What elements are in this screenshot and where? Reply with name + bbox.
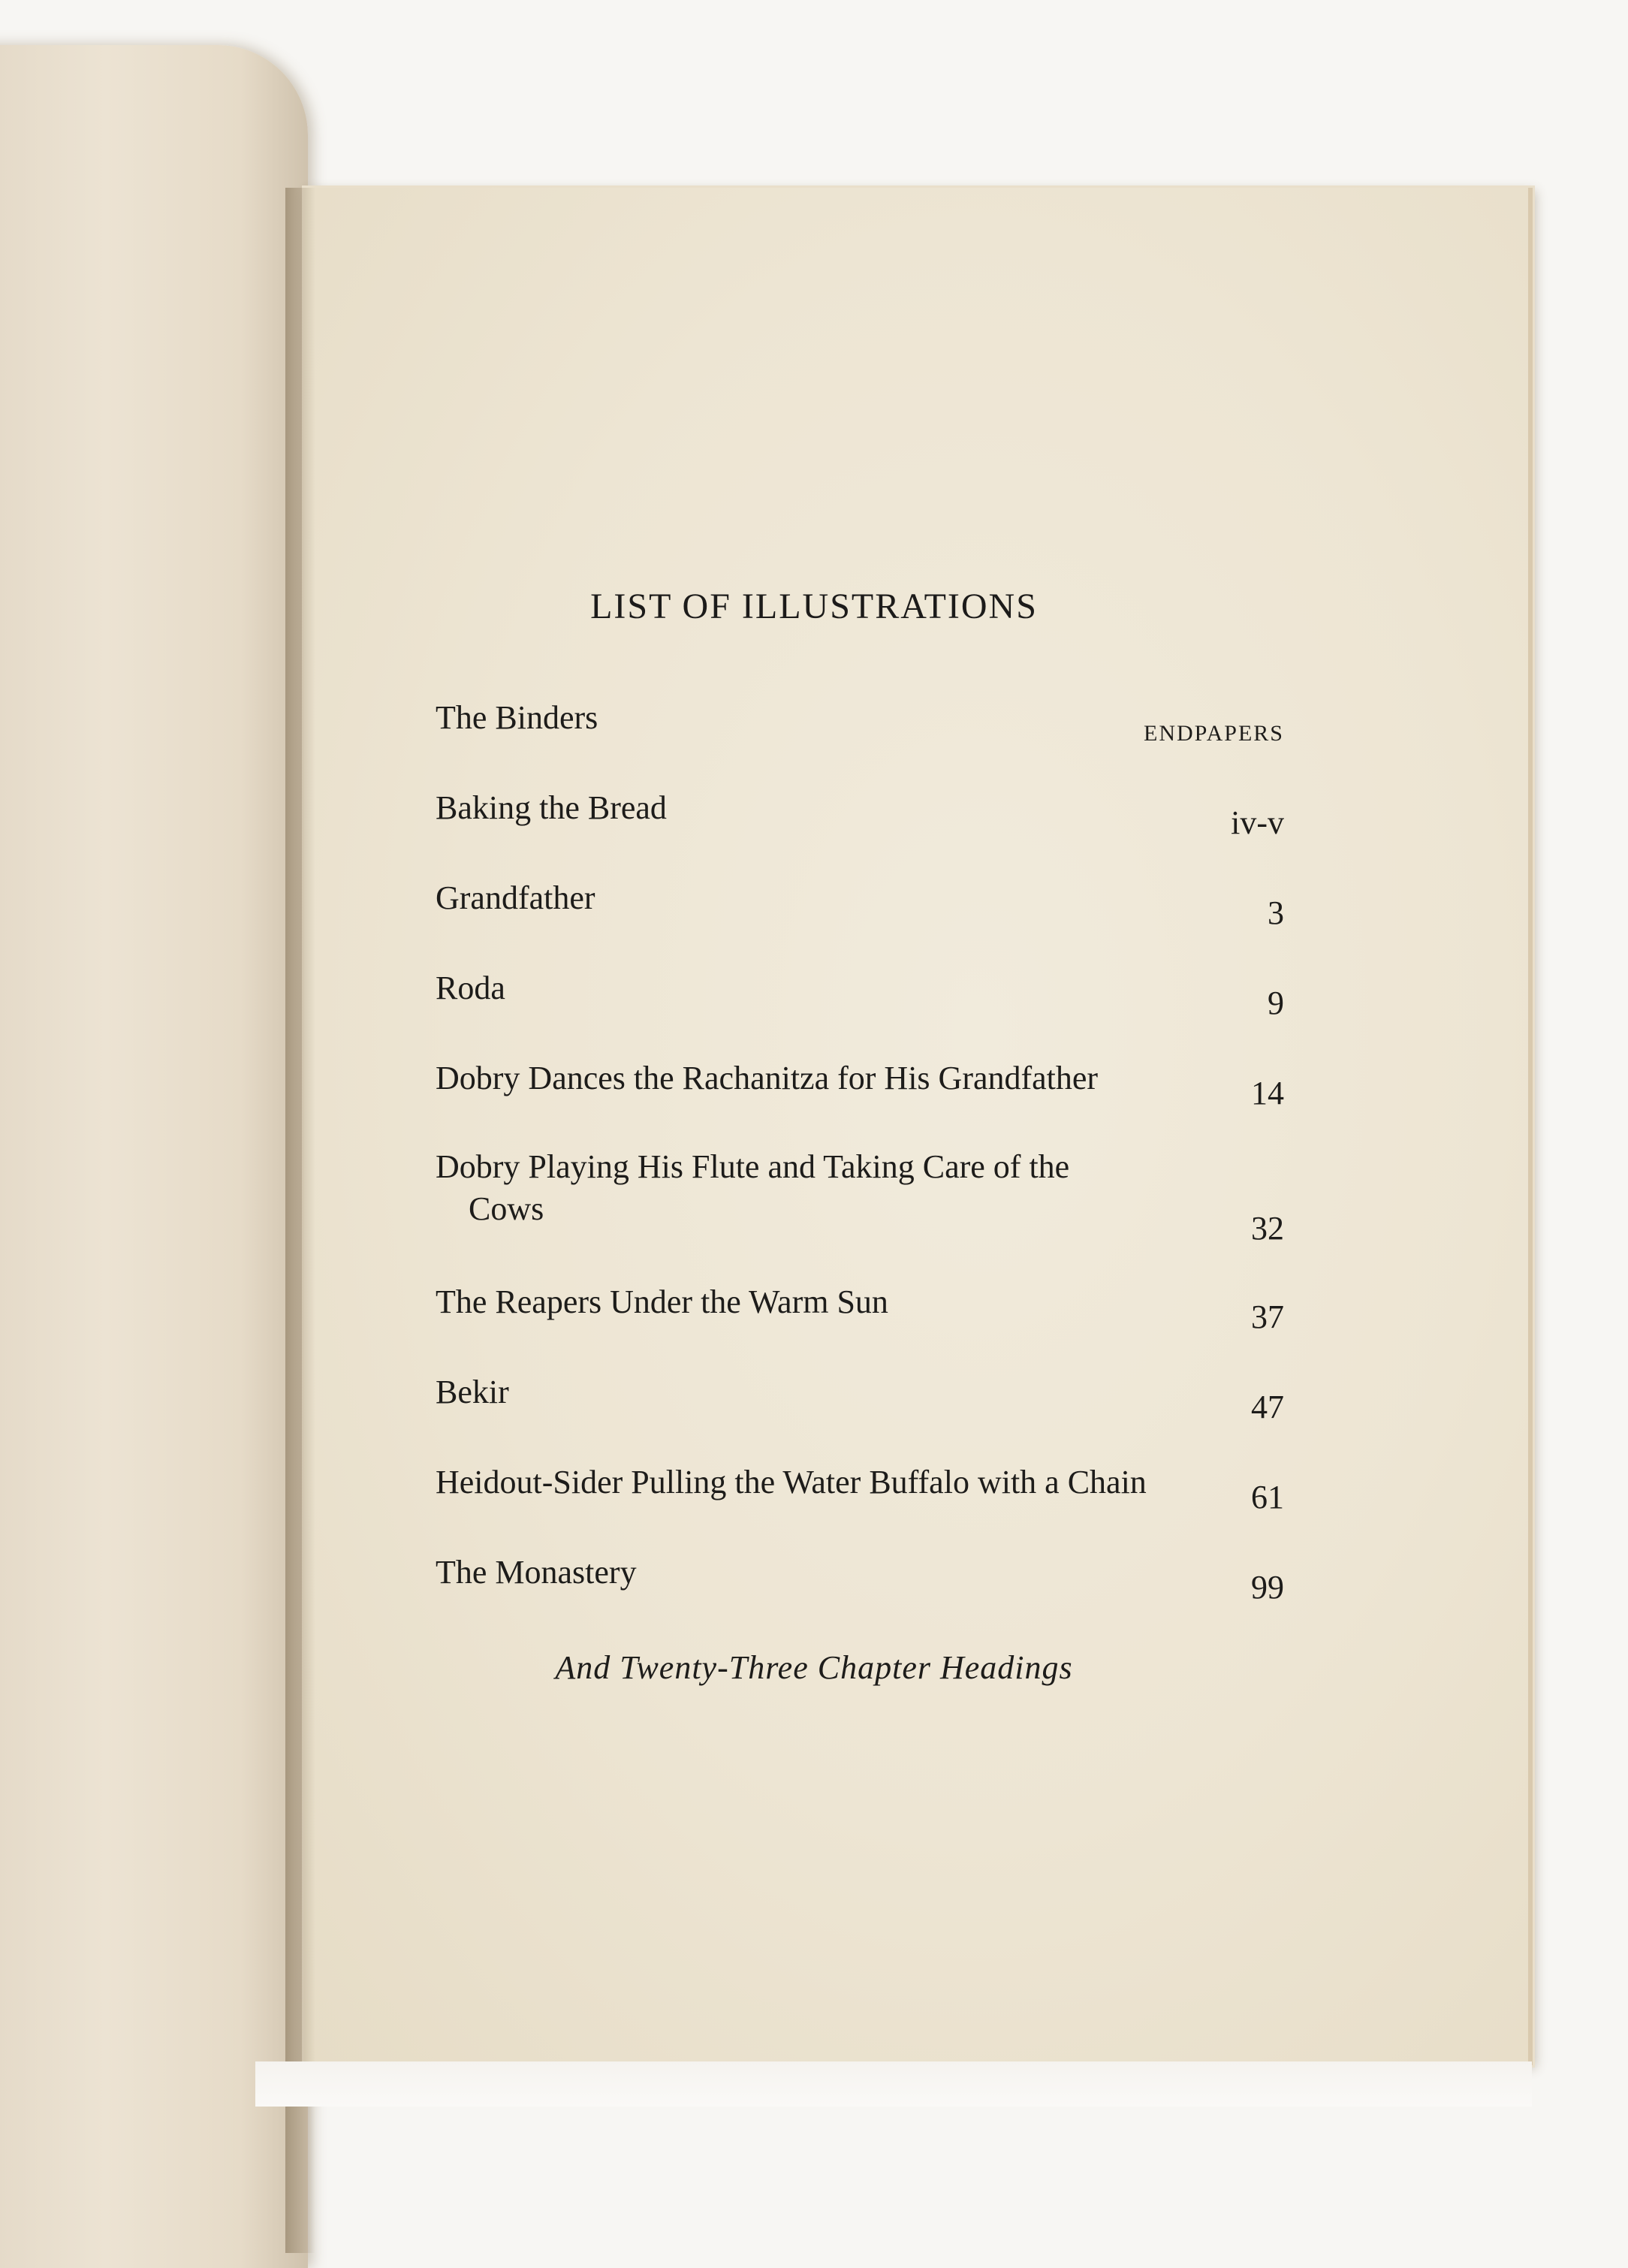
list-item [436, 1149, 1284, 1283]
illustration-title: Dobry Dances the Rachanitza for His Grandfather [436, 1060, 1099, 1096]
page-title: LIST OF ILLUSTRATIONS [590, 587, 1038, 626]
list-item [436, 879, 1284, 969]
illustration-page: ENDPAPERS [1144, 721, 1284, 746]
list-item [436, 789, 1284, 879]
illustration-title-line1: Dobry Playing His Flute and Taking Care of the [436, 1148, 1070, 1185]
illustration-title: Roda [436, 970, 505, 1006]
illustration-page: 9 [1268, 985, 1284, 1021]
page-bottom-edge [255, 2061, 1532, 2107]
list-item [436, 1283, 1284, 1373]
illustration-title [436, 1146, 1216, 1230]
list-item [436, 1373, 1284, 1463]
illustration-title: Heidout-Sider Pulling the Water Buffalo with a Chain [436, 1464, 1147, 1500]
illustration-title-line2: Cows [469, 1190, 544, 1227]
list-item [436, 698, 1284, 789]
illustration-title: Baking the Bread [436, 789, 667, 826]
illustration-page: 47 [1251, 1389, 1284, 1425]
left-page [0, 45, 308, 2268]
illustration-page: 61 [1251, 1479, 1284, 1516]
list-item [436, 1463, 1284, 1553]
list-item [436, 969, 1284, 1059]
illustration-page: iv-v [1231, 804, 1284, 841]
page-gutter [285, 188, 315, 2253]
illustration-page: 32 [1251, 1210, 1284, 1247]
illustration-title: The Monastery [436, 1554, 637, 1591]
illustration-page: 99 [1251, 1569, 1284, 1606]
illustration-title: The Binders [436, 699, 598, 736]
illustration-page: 37 [1251, 1298, 1284, 1335]
illustration-page: 14 [1251, 1075, 1284, 1111]
chapter-headings-note: And Twenty-Three Chapter Headings [555, 1649, 1073, 1686]
illustration-page: 3 [1268, 894, 1284, 931]
illustration-title: Bekir [436, 1374, 509, 1410]
list-item [436, 1553, 1284, 1643]
illustration-title: The Reapers Under the Warm Sun [436, 1283, 888, 1320]
list-item [436, 1059, 1284, 1149]
illustration-title: Grandfather [436, 879, 595, 916]
illustrations-list [436, 698, 1284, 1643]
